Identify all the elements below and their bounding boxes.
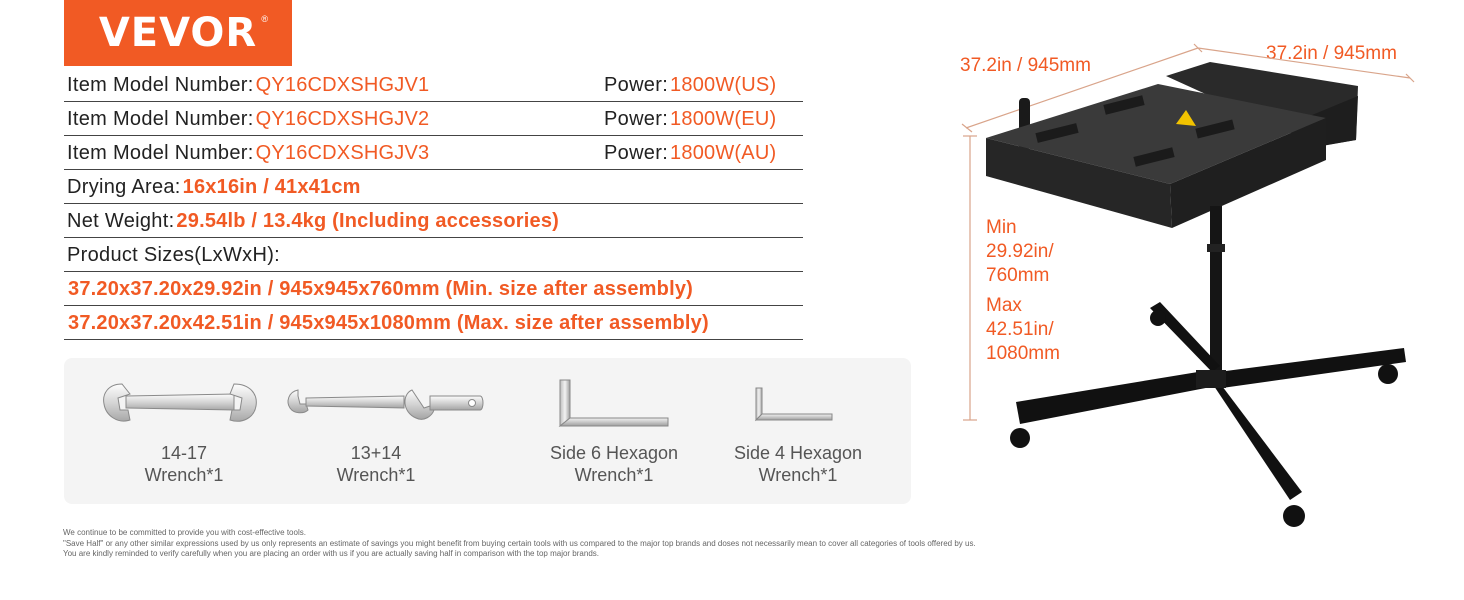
combination-wrench-icon [284,384,484,424]
brand-logo [64,0,292,66]
power-label: Power: [604,108,669,130]
accessory-name: 13+14 [350,443,402,463]
spec-value: 37.20x37.20x29.92in / 945x945x760mm (Min. size after assembly) [68,278,694,300]
min-value-mm: 760mm [986,265,1050,286]
accessory-item [276,358,476,504]
power-value: 1800W(EU) [670,108,777,130]
spec-label: Item Model Number: [67,108,254,130]
spec-row-model-2 [64,102,803,136]
spec-row-model-3 [64,136,803,170]
dimension-width-left: 37.2in / 945mm [960,55,1091,76]
spec-row-model-1 [64,68,803,102]
accessory-sub: Wrench*1 [574,465,654,485]
spec-value: 16x16in / 41x41cm [182,176,361,198]
min-label: Min [986,217,1017,238]
power-value: 1800W(AU) [670,142,777,164]
footnote-line: You are kindly reminded to verify carefully when you are placing an order with us if you are actually saving half in comparison with the top major brands. [63,549,599,558]
spec-value: QY16CDXSHGJV3 [255,142,430,164]
spec-value: QY16CDXSHGJV1 [255,74,430,96]
spec-label: Net Weight: [67,210,175,232]
spec-label: Product Sizes(LxWxH): [67,244,281,266]
accessory-sub: Wrench*1 [144,465,224,485]
footnote-line: We continue to be committed to provide you with cost-effective tools. [63,528,306,537]
power-value: 1800W(US) [670,74,777,96]
accessory-item [698,358,898,504]
accessory-name: Side 4 Hexagon [733,443,863,463]
spec-value: QY16CDXSHGJV2 [255,108,430,130]
spec-value: 29.54lb / 13.4kg (Including accessories) [176,210,560,232]
accessory-sub: Wrench*1 [758,465,838,485]
spec-label: Item Model Number: [67,74,254,96]
registered-mark: ® [261,14,268,24]
min-value-in: 29.92in/ [986,241,1054,262]
max-value-in: 42.51in/ [986,319,1054,340]
accessory-sub: Wrench*1 [336,465,416,485]
spec-row-drying-area [64,170,803,204]
accessory-item [514,358,714,504]
dimension-width-right: 37.2in / 945mm [1266,43,1397,64]
spec-row-size-min [64,272,803,306]
max-value-mm: 1080mm [986,343,1060,364]
spec-label: Item Model Number: [67,142,254,164]
spec-label: Drying Area: [67,176,181,198]
spec-row-size-max [64,306,803,340]
hex-key-large-icon [556,378,672,430]
flash-dryer-illustration [960,40,1420,540]
spec-row-product-sizes [64,238,803,272]
power-label: Power: [604,74,669,96]
spec-value: 37.20x37.20x42.51in / 945x945x1080mm (Max. size after assembly) [68,312,709,334]
disclaimer-footnote [63,528,976,560]
power-label: Power: [604,142,669,164]
double-open-wrench-icon [100,378,260,428]
spec-row-net-weight [64,204,803,238]
accessory-item [84,358,284,504]
brand-name: VEVOR [98,10,258,56]
max-label: Max [986,295,1022,316]
accessory-name: 14-17 [160,443,208,463]
accessory-name: Side 6 Hexagon [549,443,679,463]
hex-key-small-icon [752,386,836,424]
spec-table [64,68,803,340]
accessories-panel [64,358,911,504]
footnote-line: "Save Half" or any other similar expressions used by us only represents an estimate of savings you might benefit from buying certain tools with us compared to the major top brands and doses not necessarily mean to cover all categories of tools offered by us. [63,538,976,548]
